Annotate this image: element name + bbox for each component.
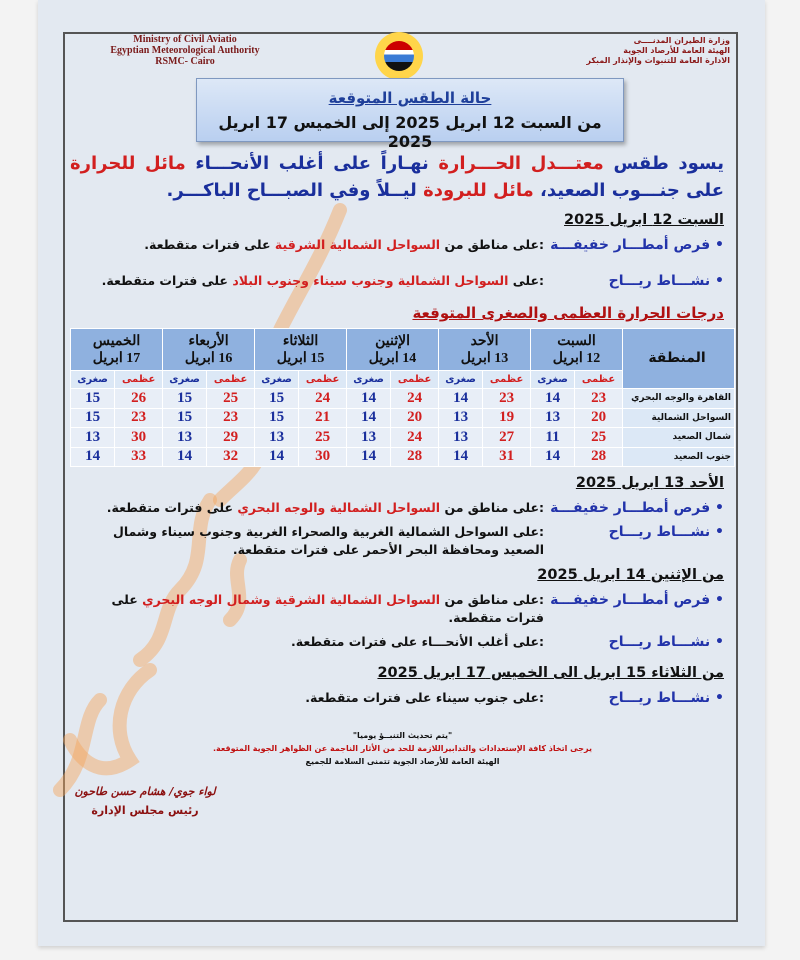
min-temp: 13 bbox=[439, 408, 483, 428]
min-temp: 15 bbox=[255, 408, 299, 428]
day-header: الأربعاء 16 ابريل bbox=[163, 329, 255, 371]
title-box bbox=[196, 78, 624, 151]
day3-wind: • نشـــاط ريـــاح :على أغلب الأنحـــاء على فترات متقطعة. bbox=[70, 633, 735, 651]
max-temp: 25 bbox=[299, 428, 347, 448]
day4-wind: • نشـــاط ريـــاح :على جنوب سيناء على فترات متقطعة. bbox=[70, 689, 735, 707]
min-temp: 14 bbox=[531, 389, 575, 409]
table-row bbox=[71, 428, 735, 448]
table-row bbox=[71, 408, 735, 428]
footer bbox=[70, 729, 735, 768]
max-temp: 25 bbox=[207, 389, 255, 409]
authority-ar: الهيئة العامة للأرصاد الجوية bbox=[623, 46, 730, 55]
max-temp: 27 bbox=[483, 428, 531, 448]
max-temp: 24 bbox=[391, 389, 439, 409]
day1-heading: السبت 12 ابريل 2025 bbox=[564, 212, 724, 228]
table-row bbox=[71, 447, 735, 467]
day3-rain: • فرص أمطـــار خفيفـــة :على مناطق من السواحل الشمالية الشرقية وشمال الوجه البحري على فترات متقطعة. bbox=[70, 591, 735, 627]
page-title: حالة الطقس المتوقعة bbox=[328, 89, 492, 107]
min-label: صغرى bbox=[71, 371, 115, 389]
day3-heading: من الإثنين 14 ابريل 2025 bbox=[537, 567, 724, 583]
min-label: صغرى bbox=[255, 371, 299, 389]
min-temp: 15 bbox=[255, 389, 299, 409]
ema-logo-icon bbox=[375, 32, 423, 80]
max-temp: 21 bbox=[299, 408, 347, 428]
day1-wind: • نشـــاط ريـــاح :على السواحل الشمالية وجنوب سيناء وجنوب البلاد على فترات متقطعة. bbox=[70, 272, 735, 290]
max-temp: 31 bbox=[483, 447, 531, 467]
max-temp: 29 bbox=[207, 428, 255, 448]
max-temp: 23 bbox=[207, 408, 255, 428]
min-temp: 14 bbox=[163, 447, 207, 467]
max-temp: 28 bbox=[391, 447, 439, 467]
min-temp: 14 bbox=[439, 389, 483, 409]
min-temp: 13 bbox=[531, 408, 575, 428]
authority-en: Egyptian Meteorological Authority bbox=[110, 45, 260, 56]
day-header: الخميس 17 ابريل bbox=[71, 329, 163, 371]
max-temp: 24 bbox=[391, 428, 439, 448]
max-temp: 30 bbox=[115, 428, 163, 448]
min-temp: 13 bbox=[255, 428, 299, 448]
max-temp: 32 bbox=[207, 447, 255, 467]
max-temp: 28 bbox=[575, 447, 623, 467]
min-temp: 15 bbox=[71, 389, 115, 409]
max-label: عظمى bbox=[575, 371, 623, 389]
min-temp: 14 bbox=[347, 447, 391, 467]
max-temp: 30 bbox=[299, 447, 347, 467]
day-header: السبت 12 ابريل bbox=[531, 329, 623, 371]
region-name: شمال الصعيد bbox=[623, 428, 735, 448]
min-label: صغرى bbox=[163, 371, 207, 389]
english-header bbox=[100, 34, 270, 67]
ministry-ar: وزارة الطيران المدنــــى bbox=[633, 36, 730, 45]
max-label: عظمى bbox=[115, 371, 163, 389]
rsmc-en: RSMC- Cairo bbox=[155, 56, 215, 67]
min-temp: 15 bbox=[163, 408, 207, 428]
signature-title: رئيس مجلس الإدارة bbox=[91, 804, 199, 817]
max-label: عظمى bbox=[391, 371, 439, 389]
max-temp: 26 bbox=[115, 389, 163, 409]
ministry-en: Ministry of Civil Aviatio bbox=[133, 34, 237, 45]
signature-name: لواء جوي/ هشام حسن طاحون bbox=[74, 785, 216, 798]
max-temp: 20 bbox=[391, 408, 439, 428]
update-note: "يتم تحديث التنبــؤ يوميا" bbox=[352, 731, 453, 740]
max-label: عظمى bbox=[207, 371, 255, 389]
max-label: عظمى bbox=[483, 371, 531, 389]
min-temp: 14 bbox=[439, 447, 483, 467]
forecast-body bbox=[70, 150, 735, 820]
date-range: من السبت 12 ابريل 2025 إلى الخميس 17 ابريل 2025 bbox=[218, 113, 602, 151]
department-ar: الادارة العامة للتنبوات والإنذار المبكر bbox=[586, 56, 730, 65]
min-temp: 13 bbox=[163, 428, 207, 448]
arabic-header bbox=[530, 36, 730, 66]
day2-heading: الأحد 13 ابريل 2025 bbox=[575, 475, 724, 491]
max-temp: 33 bbox=[115, 447, 163, 467]
min-label: صغرى bbox=[439, 371, 483, 389]
day1-rain: • فرص أمطـــار خفيفـــة :على مناطق من السواحل الشمالية الشرقية على فترات متقطعة. bbox=[70, 236, 735, 254]
max-temp: 19 bbox=[483, 408, 531, 428]
min-temp: 13 bbox=[71, 428, 115, 448]
precaution-note: يرجى اتخاذ كافة الإستعدادات والتدابيراللازمة للحد من الأثار الناجمة عن الظواهر الجوية المتوقعة. bbox=[212, 744, 593, 753]
day-header: الأحد 13 ابريل bbox=[439, 329, 531, 371]
day2-rain: • فرص أمطـــار خفيفـــة :على مناطق من السواحل الشمالية والوجه البحري على فترات متقطعة. bbox=[70, 499, 735, 517]
min-temp: 14 bbox=[71, 447, 115, 467]
min-temp: 13 bbox=[347, 428, 391, 448]
table-row bbox=[71, 389, 735, 409]
day-header: الثلاثاء 15 ابريل bbox=[255, 329, 347, 371]
min-label: صغرى bbox=[347, 371, 391, 389]
min-temp: 14 bbox=[347, 389, 391, 409]
region-name: جنوب الصعيد bbox=[623, 447, 735, 467]
min-temp: 14 bbox=[531, 447, 575, 467]
region-name: القاهرة والوجه البحري bbox=[623, 389, 735, 409]
region-name: السواحل الشمالية bbox=[623, 408, 735, 428]
min-temp: 15 bbox=[163, 389, 207, 409]
max-temp: 23 bbox=[575, 389, 623, 409]
max-temp: 23 bbox=[115, 408, 163, 428]
day4-heading: من الثلاثاء 15 ابريل الى الخميس 17 ابريل 2025 bbox=[377, 665, 724, 681]
max-temp: 25 bbox=[575, 428, 623, 448]
temperature-table bbox=[70, 328, 735, 467]
signature-block bbox=[70, 782, 735, 820]
min-temp: 15 bbox=[71, 408, 115, 428]
min-temp: 14 bbox=[255, 447, 299, 467]
day2-wind: • نشـــاط ريـــاح :على السواحل الشمالية الغربية والصحراء الغربية وجنوب سيناء وشمال الصعيد ومحافظة البحر الأحمر على فترات متقطعة. bbox=[70, 523, 735, 559]
min-temp: 14 bbox=[347, 408, 391, 428]
min-label: صغرى bbox=[531, 371, 575, 389]
min-temp: 11 bbox=[531, 428, 575, 448]
max-temp: 24 bbox=[299, 389, 347, 409]
max-temp: 20 bbox=[575, 408, 623, 428]
region-header: المنطقة bbox=[623, 329, 735, 389]
intro-summary: يسود طقس معتـــدل الحـــرارة نهـاراً على أغلب الأنحـــاء مائل للحرارة على جنـــوب الصعيد، مائل للبرودة ليــلاً وفي الصبـــاح الباكـــر. bbox=[70, 153, 724, 201]
day-header: الإثنين 14 ابريل bbox=[347, 329, 439, 371]
temperature-table-title: درجات الحرارة العظمى والصغرى المتوقعة bbox=[412, 304, 724, 322]
safety-note: الهيئة العامة للأرصاد الجوية تتمنى السلامة للجميع bbox=[305, 757, 500, 766]
max-label: عظمى bbox=[299, 371, 347, 389]
max-temp: 23 bbox=[483, 389, 531, 409]
min-temp: 13 bbox=[439, 428, 483, 448]
